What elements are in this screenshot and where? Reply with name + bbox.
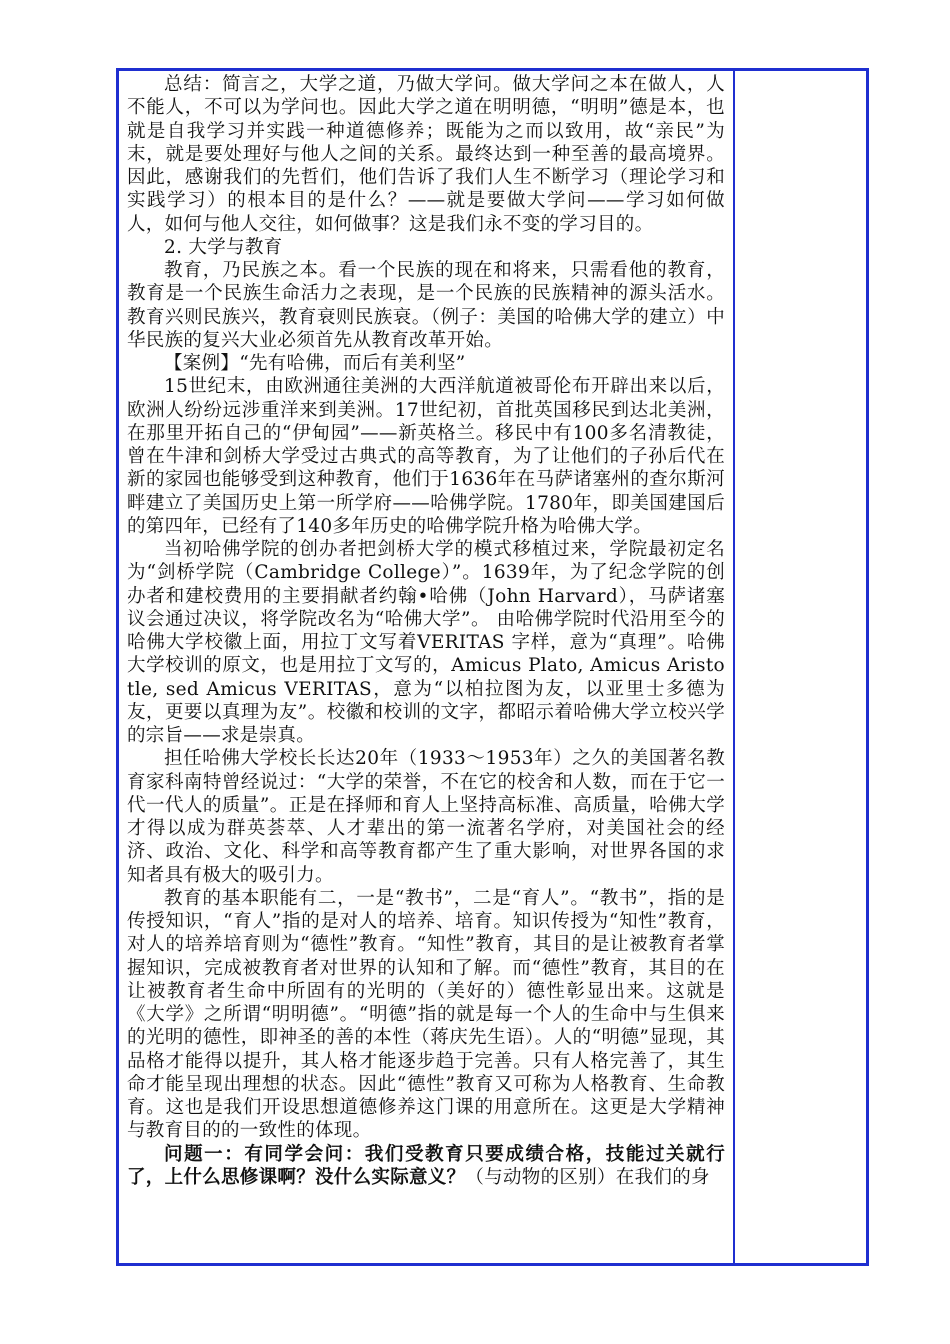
section-heading: 2. 大学与教育 [164, 236, 283, 258]
question-bold-text: 问题一：有同学会问：我们受教育只要成绩合格，技能过关就行了，上什么思修课啊？没什么实际意义？ [127, 1143, 725, 1188]
case-paragraph-3: 担任哈佛大学校长长达20年（1933～1953年）之久的美国著名教育家科南特曾经说过：“大学的荣誉，不在它的校舍和人数，而在于它一代一代人的质量”。正是在择师和育人上坚持高标准、高质量，哈佛大学才得以成为群英荟萃、人才辈出的第一流著名学府，对美国社会的经济、政治、文化、科学和高等教育都产生了重大影响，对世界各国的求知者具有极大的吸引力。 [127, 748, 725, 886]
summary-paragraph: 总结：简言之，大学之道，乃做大学问。做大学问之本在做人，人不能人，不可以为学问也。因此大学之道在明明德，“明明”德是本，也就是自我学习并实践一种道德修养；既能为之而以致用，故“亲民”为末，就是要处理好与他人之间的关系。最终达到一种至善的最高境界。因此，感谢我们的先哲们，他们告诉了我们人生不断学习（理论学习和实践学习）的根本目的是什么？——就是要做大学问——学习如何做人，如何与他人交往，如何做事？这是我们永不变的学习目的。 [127, 74, 725, 235]
column-divider [733, 68, 735, 1266]
document-body [127, 73, 725, 1263]
case-paragraph-1: 15世纪末，由欧洲通往美洲的大西洋航道被哥伦布开辟出来以后，欧洲人纷纷远涉重洋来到美洲。17世纪初，首批英国移民到达北美洲，在那里开拓自己的“伊甸园”——新英格兰。移民中有100多名清教徒，曾在牛津和剑桥大学受过古典式的高等教育，为了让他们的子孙后代在新的家园也能够受到这种教育，他们于1636年在马萨诸塞州的查尔斯河畔建立了美国历史上第一所学府——哈佛学院。1780年，即美国建国后的第四年，已经有了140多年历史的哈佛学院升格为哈佛大学。 [127, 376, 725, 537]
case-title: 【案例】“先有哈佛，而后有美利坚” [164, 353, 466, 374]
education-functions-paragraph: 教育的基本职能有二，一是“教书”，二是“育人”。“教书”，指的是传授知识，“育人”指的是对人的培养、培育。知识传授为“知性”教育，对人的培养培育则为“德性”教育。“知性”教育，其目的是让被教育者掌握知识，完成被教育者对世界的认知和了解。而“德性”教育，其目的在让被教育者生命中所固有的光明的（美好的）德性彰显出来。这就是《大学》之所谓“明明德”。“明德”指的就是每一个人的生命中与生俱来的光明的德性，即神圣的善的本性（蒋庆先生语）。人的“明德”显现，其品格才能得以提升，其人格才能逐步趋于完善。只有人格完善了，其生命才能呈现出理想的状态。因此“德性”教育又可称为人格教育、生命教育。这也是我们开设思想道德修养这门课的用意所在。这更是大学精神与教育目的的一致性的体现。 [127, 887, 725, 1142]
question-normal-text: （与动物的区别）在我们的身 [465, 1166, 710, 1188]
question-paragraph [127, 1143, 725, 1190]
case-paragraph-2: 当初哈佛学院的创办者把剑桥大学的模式移植过来，学院最初定名为“剑桥学院（Cambridge College）”。1639年，为了纪念学院的创办者和建校费用的主要捐献者约翰•哈佛（John Harvard），马萨诸塞议会通过决议，将学院改名为“哈佛大学”。 由哈佛学院时代沿用至今的哈佛大学校徽上面，用拉丁文写着VERITAS 字样，意为“真理”。哈佛大学校训的原文，也是用拉丁文写的，Amicus Plato, Amicus Aristotle, sed Amicus VERITAS，意为“以柏拉图为友，以亚里士多德为友，更要以真理为友”。校徽和校训的文字，都昭示着哈佛大学立校兴学的宗旨——求是崇真。 [127, 539, 725, 746]
education-intro-paragraph: 教育，乃民族之本。看一个民族的现在和将来，只需看他的教育，教育是一个民族生命活力之表现，是一个民族的民族精神的源头活水。教育兴则民族兴，教育衰则民族衰。（例子：美国的哈佛大学的建立）中华民族的复兴大业必须首先从教育改革开始。 [127, 260, 725, 351]
